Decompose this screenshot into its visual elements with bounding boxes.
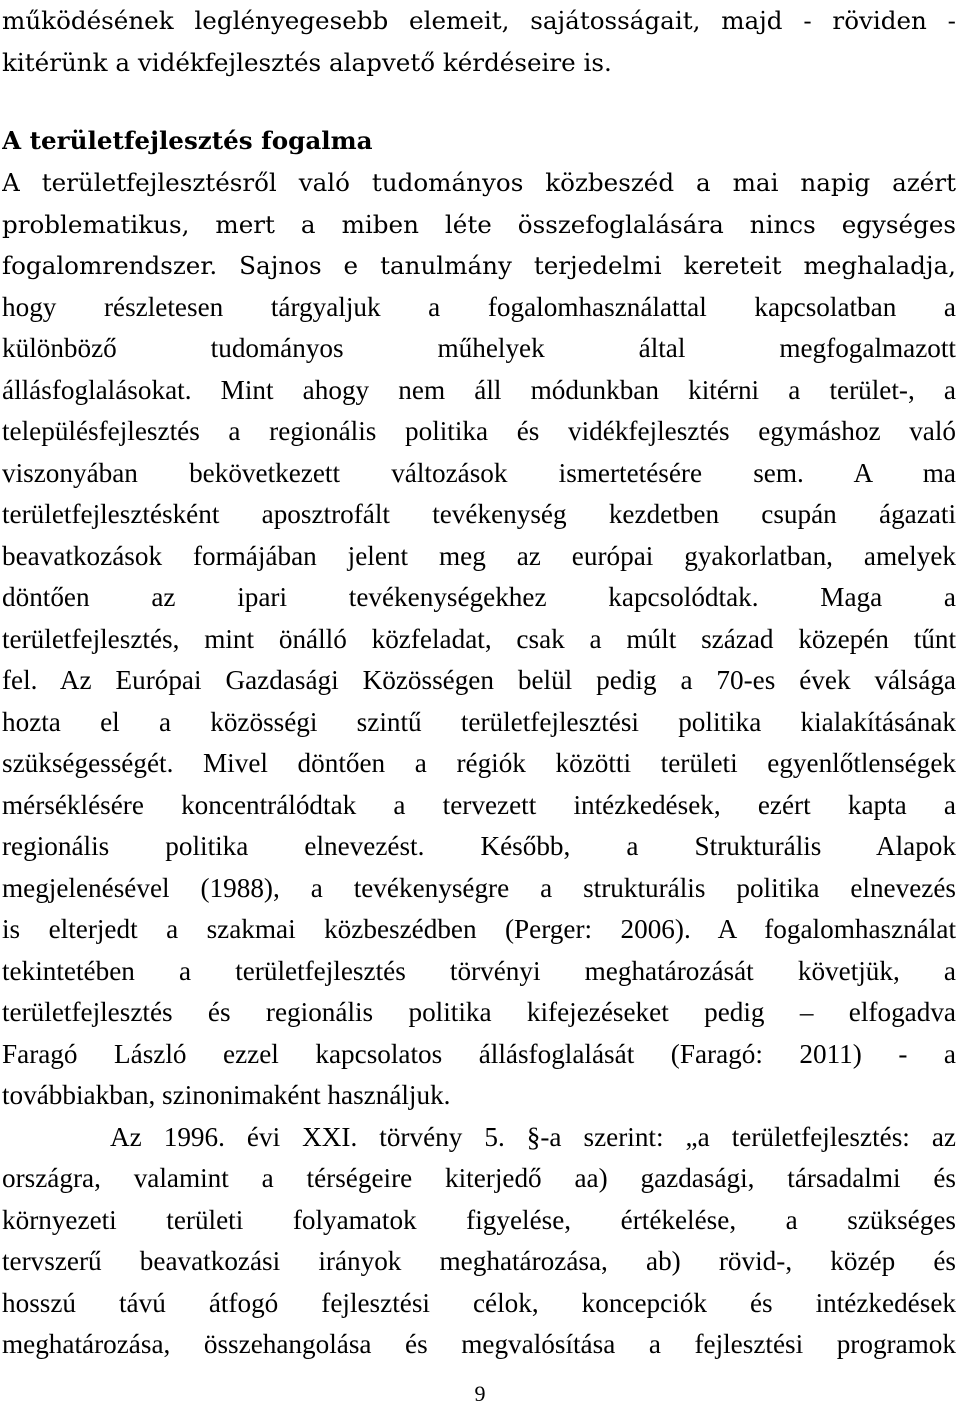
- text-line: településfejlesztés a regionális politika és vidékfejlesztés egymáshoz való: [2, 416, 956, 446]
- text-line: területfejlesztés, mint önálló közfeladat, csak a múlt század közepén tűnt: [2, 623, 956, 654]
- text-line: továbbiakban, szinonimaként használjuk.: [2, 1080, 451, 1110]
- section-heading: A területfejlesztés fogalma: [2, 126, 373, 155]
- text-line: regionális politika elnevezést. Később, a Strukturális Alapok: [2, 831, 956, 861]
- quote-line: meghatározása, összehangolása és megvalósítása a fejlesztési programok: [2, 1329, 956, 1359]
- intro-paragraph: [2, 0, 956, 83]
- body-paragraph: [2, 162, 956, 1366]
- text-line: fel. Az Európai Gazdasági Közösségen belül pedig a 70-es évek válsága: [2, 665, 956, 695]
- text-line: is elterjedt a szakmai közbeszédben (Perger: 2006). A fogalomhasználat: [2, 914, 956, 944]
- text-line: hozta el a közösségi szintű területfejlesztési politika kialakításának: [2, 706, 956, 737]
- quote-line: tervszerű beavatkozási irányok meghatározása, ab) rövid-, közép és: [2, 1246, 956, 1276]
- text-line: különböző tudományos műhelyek által megfogalmazott: [2, 333, 956, 363]
- text-line: hogy részletesen tárgyaljuk a fogalomhasználattal kapcsolatban a: [2, 291, 956, 322]
- quote-line: környezeti területi folyamatok figyelése, értékelése, a szükséges: [2, 1204, 956, 1235]
- text-line: beavatkozások formájában jelent meg az európai gyakorlatban, amelyek: [2, 540, 956, 571]
- text-line: tekintetében a területfejlesztés törvényi meghatározását követjük, a: [2, 955, 956, 986]
- text-line: kitérünk a vidékfejlesztés alapvető kérdéseire is.: [2, 47, 612, 77]
- page-number: 9: [474, 1381, 486, 1406]
- text-line: működésének leglényegesebb elemeit, sajátosságait, majd - röviden -: [2, 6, 956, 35]
- text-line: A területfejlesztésről való tudományos közbeszéd a mai napig azért: [2, 168, 956, 197]
- text-line: területfejlesztésként aposztrofált tevékenység kezdetben csupán ágazati: [2, 499, 956, 529]
- text-line: megjelenésével (1988), a tevékenységre a strukturális politika elnevezés: [2, 872, 956, 903]
- text-line: állásfoglalásokat. Mint ahogy nem áll módunkban kitérni a terület-, a: [2, 374, 956, 405]
- text-line: döntően az ipari tevékenységekhez kapcsolódtak. Maga a: [2, 582, 956, 612]
- text-line: Faragó László ezzel kapcsolatos állásfoglalását (Faragó: 2011) - a: [2, 1038, 956, 1069]
- quote-line: országra, valamint a térségeire kiterjedő aa) gazdasági, társadalmi és: [2, 1163, 956, 1193]
- section-heading-block: [2, 120, 956, 162]
- text-line: mérséklésére koncentrálódtak a tervezett intézkedések, ezért kapta a: [2, 789, 956, 820]
- text-line: területfejlesztés és regionális politika kifejezéseket pedig – elfogadva: [2, 997, 956, 1027]
- text-line: szükségességét. Mivel döntően a régiók közötti területi egyenlőtlenségek: [2, 748, 956, 778]
- text-line: problematikus, mert a miben léte összefoglalására nincs egységes: [2, 209, 956, 239]
- quote-line: hosszú távú átfogó fejlesztési célok, koncepciók és intézkedések: [2, 1287, 956, 1318]
- text-line: viszonyában bekövetkezett változások ismertetésére sem. A ma: [2, 457, 956, 488]
- quote-line: Az 1996. évi XXI. törvény 5. §-a szerint: „a területfejlesztés: az: [110, 1121, 956, 1152]
- text-line: fogalomrendszer. Sajnos e tanulmány terjedelmi kereteit meghaladja,: [2, 251, 956, 280]
